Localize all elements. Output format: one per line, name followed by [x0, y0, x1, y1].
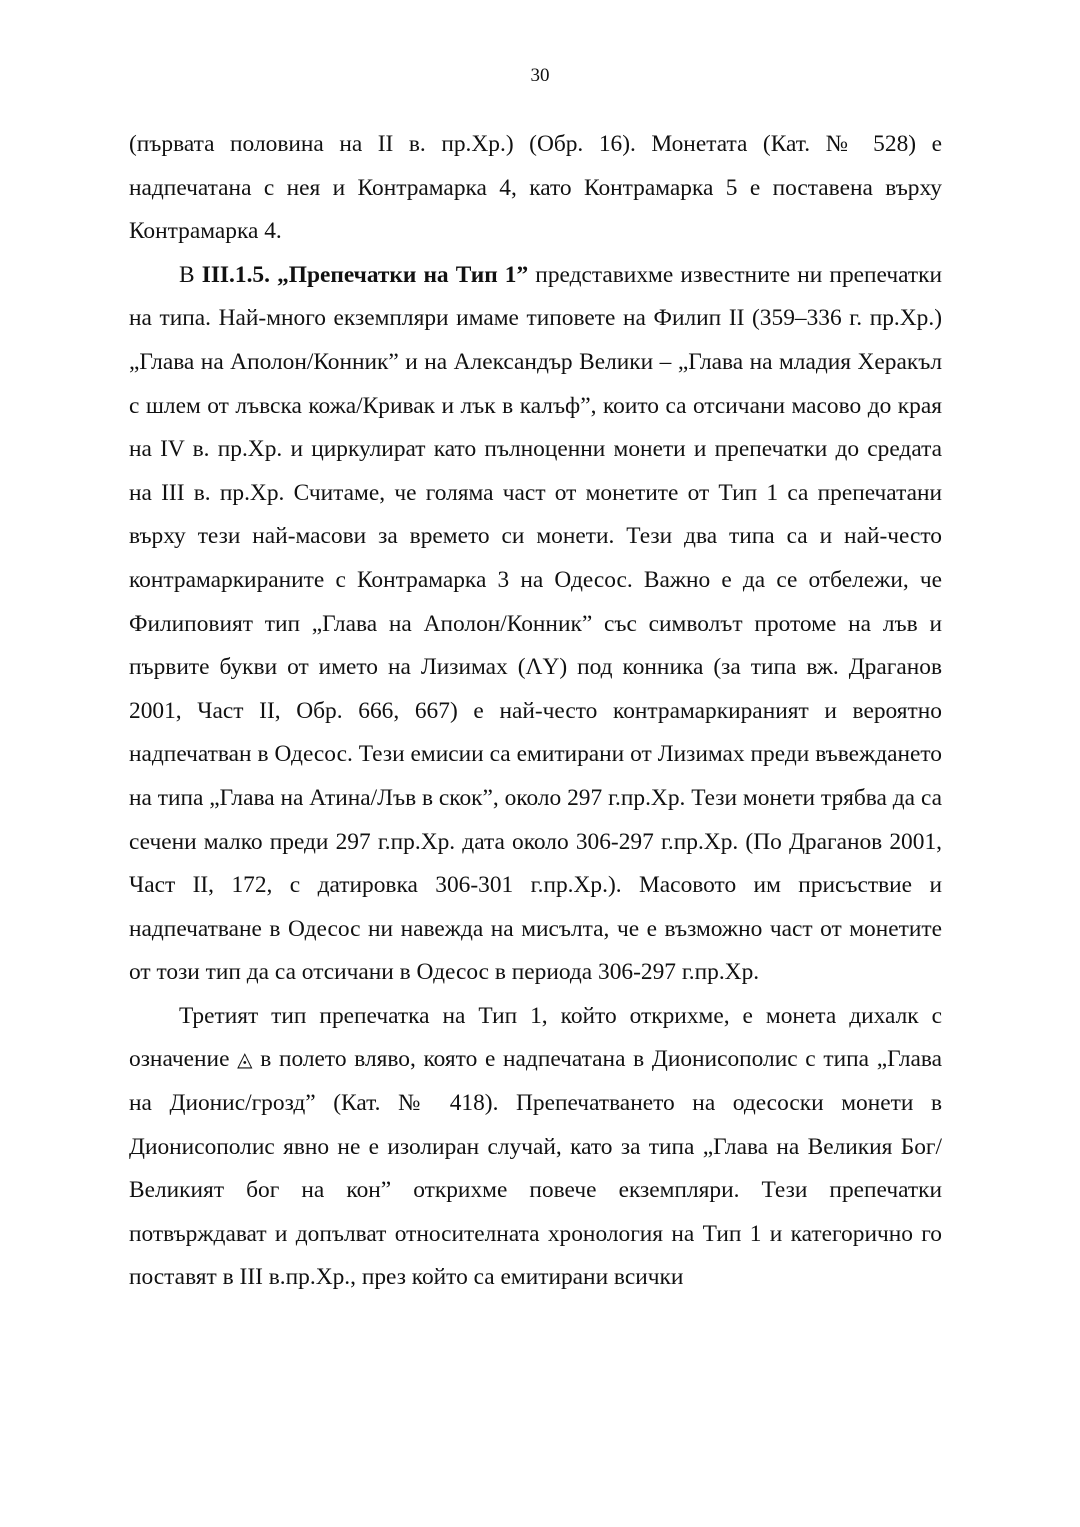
body-text — [129, 123, 942, 1300]
paragraph-3-text-before: Третият тип препечатка на Тип 1, който открихме, е монета дихалк с означение — [129, 1002, 942, 1073]
monogram-symbol-icon: ◬ — [237, 1047, 253, 1072]
paragraph-2-lead: В — [179, 261, 202, 288]
paragraph-3-text-after: в полето вляво, която е надпечатана в Дионисополис с типа „Глава на Дионис/грозд” (Кат. № 418). Препечатването на одесоски монети в Дионисополис явно не е изолиран случай, като за типа „Глава на Великия Бог/Великият бог на кон” открихме повече екземпляри. Тези препечатки потвърждават и допълват относителната хронология на Тип 1 и категорично го поставят в III в.пр.Хр., през който са емитирани всички — [129, 1046, 943, 1291]
section-reference: III.1.5. „Препечатки на Тип 1” — [201, 261, 529, 288]
paragraph-2 — [129, 254, 942, 995]
paragraph-3 — [129, 995, 942, 1300]
paragraph-2-text: представихме известните ни препечатки на типа. Най-много екземпляри имаме типовете на Филип II (359–336 г. пр.Хр.) „Глава на Аполон/Конник” и на Александър Велики – „Глава на младия Херакъл с шлем от лъвска кожа/Кривак и лък в калъф”, които са отсичани масово до края на IV в. пр.Хр. и циркулират като пълноценни монети и препечатки до средата на III в. пр.Хр. Считаме, че голяма част от монетите от Тип 1 са препечатани върху тези най-масови за времето си монети. Тези два типа са и най-често контрамаркираните с Контрамарка 3 на Одесос. Важно е да се отбележи, че Филиповият тип „Глава на Аполон/Конник” със символът протоме на лъв и първите букви от името на Лизимах (ΛY) под конника (за типа вж. Драганов 2001, Част II, Обр. 666, 667) е най-често контрамаркираният и вероятно надпечатван в Одесос. Тези емисии са емитирани от Лизимах преди въвеждането на типа „Глава на Атина/Лъв в скок”, около 297 г.пр.Хр. Тези монети трябва да са сечени малко преди 297 г.пр.Хр. дата около 306-297 г.пр.Хр. (По Драганов 2001, Част II, 172, с датировка 306-301 г.пр.Хр.). Масовото им присъствие и надпечатване в Одесос ни навежда на мисълта, че е възможно част от монетите от този тип да са отсичани в Одесос в периода 306-297 г.пр.Хр. — [129, 261, 942, 986]
paragraph-1: (първата половина на II в. пр.Хр.) (Обр. 16). Монетата (Кат. № 528) е надпечатана с нея и Контрамарка 4, като Контрамарка 5 е поставена върху Контрамарка 4. — [129, 131, 942, 245]
page-number: 30 — [530, 65, 550, 86]
